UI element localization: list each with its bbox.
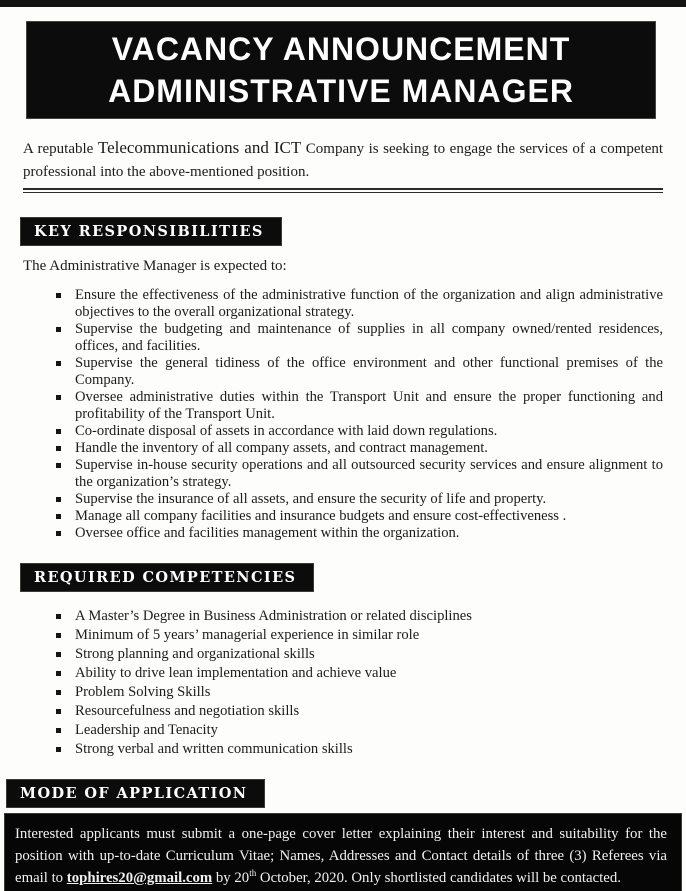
responsibilities-list [0, 287, 663, 542]
responsibility-item: Manage all company facilities and insurance budgets and ensure cost-effectiveness . [75, 508, 663, 525]
responsibility-item: Supervise the general tidiness of the office environment and other functional premises of the Company. [75, 355, 663, 388]
intro-part3: Company is seeking to engage the services of a competent professional into the above-mentioned position. [23, 141, 664, 180]
responsibility-item: Handle the inventory of all company assets, and contract management. [75, 440, 663, 457]
responsibility-item: Oversee office and facilities management within the organization. [75, 525, 663, 542]
section-heading-mode-of-application: MODE OF APPLICATION [7, 780, 264, 807]
competency-item: A Master’s Degree in Business Administration or related disciplines [75, 607, 663, 626]
competency-item: Problem Solving Skills [75, 683, 663, 702]
intro-part1: A reputable [23, 141, 94, 157]
application-text-pre: Interested applicants must submit a one-page cover letter explaining their interest and suitability for the position with up-to-date Curriculum Vitae; Names, Addresses and Contact details of three (3) Referees via email to [15, 826, 667, 886]
competency-item: Strong planning and organizational skills [75, 645, 663, 664]
responsibilities-lead: The Administrative Manager is expected to: [23, 258, 287, 274]
application-instructions-box [5, 814, 681, 891]
intro-part2: Telecommunications and ICT [97, 138, 302, 157]
responsibility-item: Co-ordinate disposal of assets in accordance with laid down regulations. [75, 423, 663, 440]
competency-item: Leadership and Tenacity [75, 721, 663, 740]
section-heading-key-responsibilities: KEY RESPONSIBILITIES [21, 218, 281, 245]
application-paragraph [15, 823, 667, 889]
application-email-link[interactable]: tophires20@gmail.com [66, 870, 213, 886]
title-banner [27, 22, 655, 118]
responsibility-item: Supervise the budgeting and maintenance of supplies in all company owned/rented residences, offices, and facilities. [75, 321, 663, 354]
competency-item: Minimum of 5 years’ managerial experience in similar role [75, 626, 663, 645]
responsibility-item: Supervise in-house security operations and all outsourced security services and ensure alignment to the organization’s strategy. [75, 457, 663, 490]
responsibility-item: Supervise the insurance of all assets, and ensure the security of life and property. [75, 491, 663, 508]
responsibility-item: Oversee administrative duties within the Transport Unit and ensure the proper functioning and profitability of the Transport Unit. [75, 389, 663, 422]
double-rule-divider [23, 188, 663, 193]
competency-item: Resourcefulness and negotiation skills [75, 702, 663, 721]
competency-item: Ability to drive lean implementation and achieve value [75, 664, 663, 683]
page-title-line1: VACANCY ANNOUNCEMENT [111, 31, 571, 67]
competency-item: Strong verbal and written communication skills [75, 740, 663, 759]
section-heading-required-competencies: REQUIRED COMPETENCIES [21, 564, 313, 591]
responsibility-item: Ensure the effectiveness of the administrative function of the organization and align administrative objectives to the overall organizational strategy. [75, 287, 663, 320]
application-text-post: October, 2020. Only shortlisted candidates will be contacted. [259, 870, 621, 886]
intro-paragraph [23, 137, 663, 183]
top-border-bar [0, 0, 686, 7]
date-ordinal: th [249, 868, 257, 879]
application-text-mid: by 20 [215, 870, 250, 886]
competencies-list [0, 607, 663, 759]
page-title-line2: ADMINISTRATIVE MANAGER [108, 73, 574, 109]
